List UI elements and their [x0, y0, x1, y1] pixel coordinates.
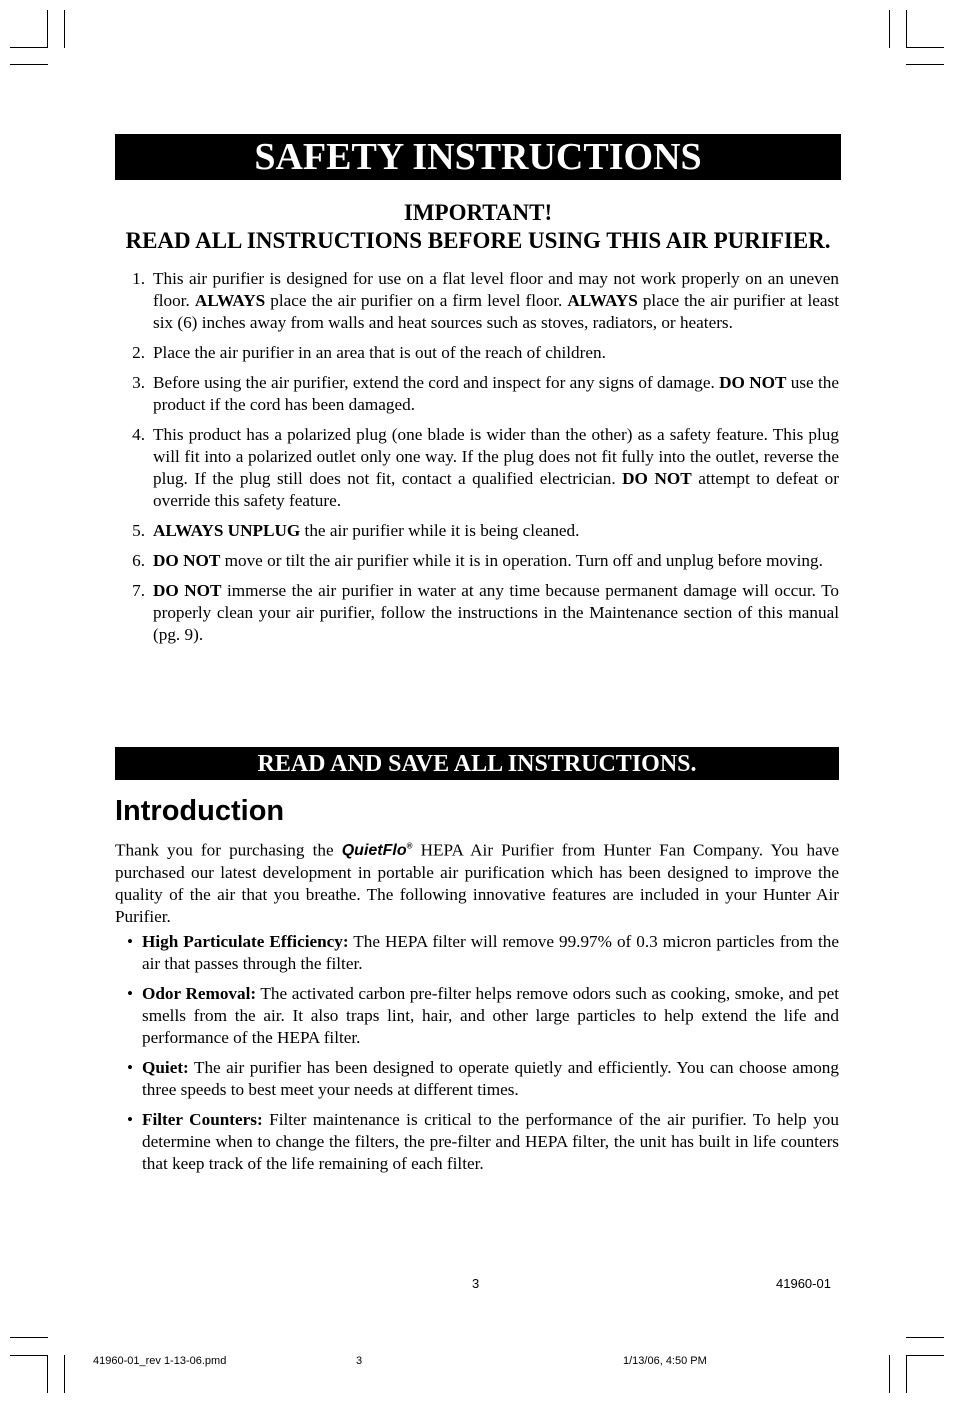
feature-item — [115, 983, 839, 1049]
item-number: 3. — [132, 373, 145, 392]
safety-item — [115, 268, 839, 334]
feature-label: Odor Removal: — [142, 984, 257, 1003]
safety-item — [115, 424, 839, 512]
item-number: 4. — [132, 425, 145, 444]
save-instructions-banner: READ AND SAVE ALL INSTRUCTIONS. — [115, 747, 839, 780]
emphasis: DO NOT — [622, 469, 692, 488]
item-text: This air purifier is designed for use on a flat level floor and may not work properly on an uneven floor. ALWAYS place the air purifier on a firm level floor. ALWAYS place the air purifier at least six (6) inches away from walls and heat sources such as stoves, radiators, or heaters. — [153, 269, 839, 332]
crop-mark — [906, 47, 944, 48]
emphasis: ALWAYS — [567, 291, 638, 310]
intro-text: HEPA Air Purifier from Hunter Fan Company. You have purchased our latest development in portable air purification which has been designed to improve the quality of the air that you breathe. The following innovative features are included in your Hunter Air Purifier. — [115, 840, 839, 927]
item-text: DO NOT immerse the air purifier in water at any time because permanent damage will occur. To properly clean your air purifier, follow the instructions in the Maintenance section of this manual (pg. 9). — [153, 581, 840, 644]
section-heading: Introduction — [115, 795, 285, 827]
crop-mark — [906, 10, 907, 48]
bullet-icon: • — [127, 984, 134, 1003]
intro-paragraph — [115, 836, 839, 928]
feature-label: Quiet: — [142, 1058, 189, 1077]
feature-text: Odor Removal: The activated carbon pre-filter helps remove odors such as cooking, smoke, and pet smells from the air. It also traps lint, hair, and other large particles to help extend the life and performance of the HEPA filter. — [142, 984, 839, 1047]
crop-mark — [906, 64, 944, 65]
crop-mark — [889, 10, 890, 48]
page-number: 3 — [472, 1276, 480, 1291]
brand-name — [342, 842, 413, 859]
bullet-icon: • — [127, 932, 134, 951]
safety-item — [115, 550, 839, 572]
item-number: 5. — [132, 521, 145, 540]
crop-mark — [10, 1355, 48, 1356]
slug-timestamp: 1/13/06, 4:50 PM — [623, 1355, 707, 1367]
emphasis: DO NOT — [153, 581, 222, 600]
feature-list — [115, 931, 839, 1183]
feature-text: Quiet: The air purifier has been designed to operate quietly and efficiently. You can choose among three speeds to best meet your needs at different times. — [142, 1058, 839, 1099]
feature-item — [115, 931, 839, 975]
crop-mark — [64, 1355, 65, 1393]
crop-mark — [47, 10, 48, 48]
emphasis: ALWAYS — [194, 291, 266, 310]
crop-mark — [64, 10, 65, 48]
item-text: ALWAYS UNPLUG the air purifier while it is being cleaned. — [153, 521, 580, 540]
intro-text: Thank you for purchasing the — [115, 840, 342, 860]
crop-mark — [906, 1355, 944, 1356]
brand-text: QuietFlo — [341, 842, 407, 860]
feature-label: High Particulate Efficiency: — [142, 932, 349, 951]
crop-mark — [10, 47, 47, 48]
page-title: SAFETY INSTRUCTIONS — [115, 134, 841, 180]
safety-item — [115, 580, 839, 646]
document-number: 41960-01 — [776, 1276, 831, 1291]
item-text: Place the air purifier in an area that is out of the reach of children. — [153, 343, 606, 362]
crop-mark — [10, 64, 48, 65]
item-number: 2. — [132, 343, 145, 362]
item-text: DO NOT move or tilt the air purifier while it is in operation. Turn off and unplug before moving. — [153, 551, 823, 570]
feature-text: High Particulate Efficiency: The HEPA filter will remove 99.97% of 0.3 micron particles from the air that passes through the filter. — [142, 932, 839, 973]
important-subheading: READ ALL INSTRUCTIONS BEFORE USING THIS AIR PURIFIER. — [125, 228, 831, 253]
crop-mark — [47, 1355, 48, 1393]
emphasis: DO NOT — [719, 373, 787, 392]
feature-item — [115, 1057, 839, 1101]
item-text: Before using the air purifier, extend the cord and inspect for any signs of damage. DO NOT use the product if the cord has been damaged. — [153, 373, 839, 414]
crop-mark — [10, 1337, 48, 1338]
safety-item — [115, 520, 839, 542]
safety-item — [115, 342, 839, 364]
item-text: This product has a polarized plug (one blade is wider than the other) as a safety feature. This plug will fit into a polarized outlet only one way. If the plug does not fit fully into the outlet, reverse the plug. If the plug still does not fit, contact a qualified electrician. DO NOT attempt to defeat or override this safety feature. — [153, 425, 839, 510]
bullet-icon: • — [127, 1058, 134, 1077]
emphasis: ALWAYS UNPLUG — [153, 521, 301, 540]
item-number: 7. — [132, 581, 145, 600]
item-number: 6. — [132, 551, 145, 570]
emphasis: DO NOT — [153, 551, 221, 570]
slug-filename: 41960-01_rev 1-13-06.pmd — [93, 1355, 227, 1367]
feature-label: Filter Counters: — [142, 1110, 263, 1129]
safety-item — [115, 372, 839, 416]
safety-instructions-list — [115, 268, 839, 654]
crop-mark — [906, 1355, 907, 1393]
feature-text: Filter Counters: Filter maintenance is critical to the performance of the air purifier. To help you determine when to change the filters, the pre-filter and HEPA filter, the unit has built in life counters that keep track of the life remaining of each filter. — [142, 1110, 839, 1173]
registered-mark: ® — [406, 842, 413, 851]
item-number: 1. — [132, 269, 145, 288]
bullet-icon: • — [127, 1110, 134, 1129]
important-heading: IMPORTANT! — [403, 200, 553, 225]
crop-mark — [906, 1337, 944, 1338]
crop-mark — [889, 1355, 890, 1393]
feature-item — [115, 1109, 839, 1175]
slug-page: 3 — [356, 1355, 363, 1367]
